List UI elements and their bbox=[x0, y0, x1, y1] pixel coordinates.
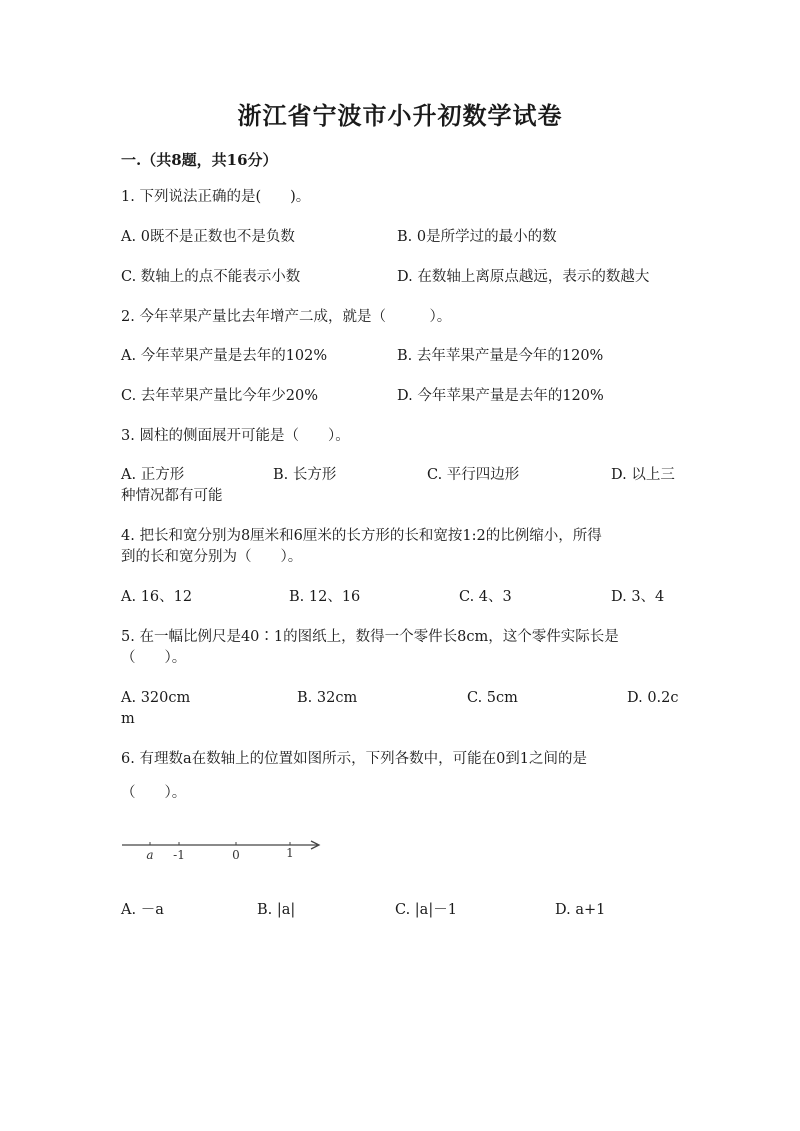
question-4-stem: 4. 把长和宽分别为8厘米和6厘米的长方形的长和宽按1:2的比例缩小，所得 bbox=[121, 528, 602, 544]
label-1: 1 bbox=[286, 846, 294, 860]
question-5-option-b: B. 32cm bbox=[297, 690, 358, 706]
question-4-option-a: A. 16、12 bbox=[121, 589, 193, 605]
question-5-option-d: D. 0.2c bbox=[627, 690, 679, 706]
question-2-option-d: D. 今年苹果产量是去年的120% bbox=[397, 388, 604, 404]
question-5-option-a: A. 320cm bbox=[121, 690, 191, 706]
question-1-option-d: D. 在数轴上离原点越远，表示的数越大 bbox=[397, 269, 650, 285]
question-3-stem: 3. 圆柱的侧面展开可能是（ ）。 bbox=[121, 428, 350, 444]
page-title: 浙江省宁波市小升初数学试卷 bbox=[237, 101, 563, 130]
question-1-option-b: B. 0是所学过的最小的数 bbox=[397, 229, 557, 245]
label-neg-1: -1 bbox=[173, 848, 185, 862]
question-6-option-b: B. |a| bbox=[257, 902, 296, 918]
question-4-stem-line2: 到的长和宽分别为（ ）。 bbox=[121, 549, 303, 565]
number-line-figure bbox=[118, 832, 328, 868]
question-3-option-a: A. 正方形 bbox=[121, 467, 185, 483]
question-3-option-d-wrap: 种情况都有可能 bbox=[121, 488, 223, 504]
question-1-option-a: A. 0既不是正数也不是负数 bbox=[121, 229, 295, 245]
question-4-option-d: D. 3、4 bbox=[611, 589, 665, 605]
question-3-option-b: B. 长方形 bbox=[273, 467, 337, 483]
section-heading: 一.（共8题，共16分） bbox=[121, 151, 278, 169]
question-6-stem: 6. 有理数a在数轴上的位置如图所示，下列各数中，可能在0到1之间的是 bbox=[121, 751, 588, 767]
label-a: a bbox=[146, 848, 154, 862]
question-4-option-b: B. 12、16 bbox=[289, 589, 361, 605]
question-5-option-d-wrap: m bbox=[121, 711, 135, 727]
question-2-option-b: B. 去年苹果产量是今年的120% bbox=[397, 348, 604, 364]
question-3-option-c: C. 平行四边形 bbox=[427, 467, 520, 483]
question-1-stem: 1. 下列说法正确的是( )。 bbox=[121, 189, 311, 205]
question-5-option-c: C. 5cm bbox=[467, 690, 518, 706]
question-2-option-a: A. 今年苹果产量是去年的102% bbox=[121, 348, 328, 364]
question-2-stem: 2. 今年苹果产量比去年增产二成，就是（ ）。 bbox=[121, 309, 452, 325]
question-6-option-d: D. a+1 bbox=[555, 902, 606, 918]
question-2-option-c: C. 去年苹果产量比今年少20% bbox=[121, 388, 319, 404]
question-5-stem-line2: （ ）。 bbox=[121, 650, 187, 666]
question-4-option-c: C. 4、3 bbox=[459, 589, 512, 605]
question-5-stem: 5. 在一幅比例尺是40∶1的图纸上，数得一个零件长8cm，这个零件实际长是 bbox=[121, 629, 619, 645]
question-3-option-d: D. 以上三 bbox=[611, 467, 675, 483]
question-6-stem-line2: （ ）。 bbox=[121, 785, 187, 801]
label-0: 0 bbox=[232, 848, 240, 862]
question-6-option-c: C. |a|－1 bbox=[395, 902, 457, 918]
question-6-option-a: A. －a bbox=[121, 902, 164, 918]
question-1-option-c: C. 数轴上的点不能表示小数 bbox=[121, 269, 301, 285]
